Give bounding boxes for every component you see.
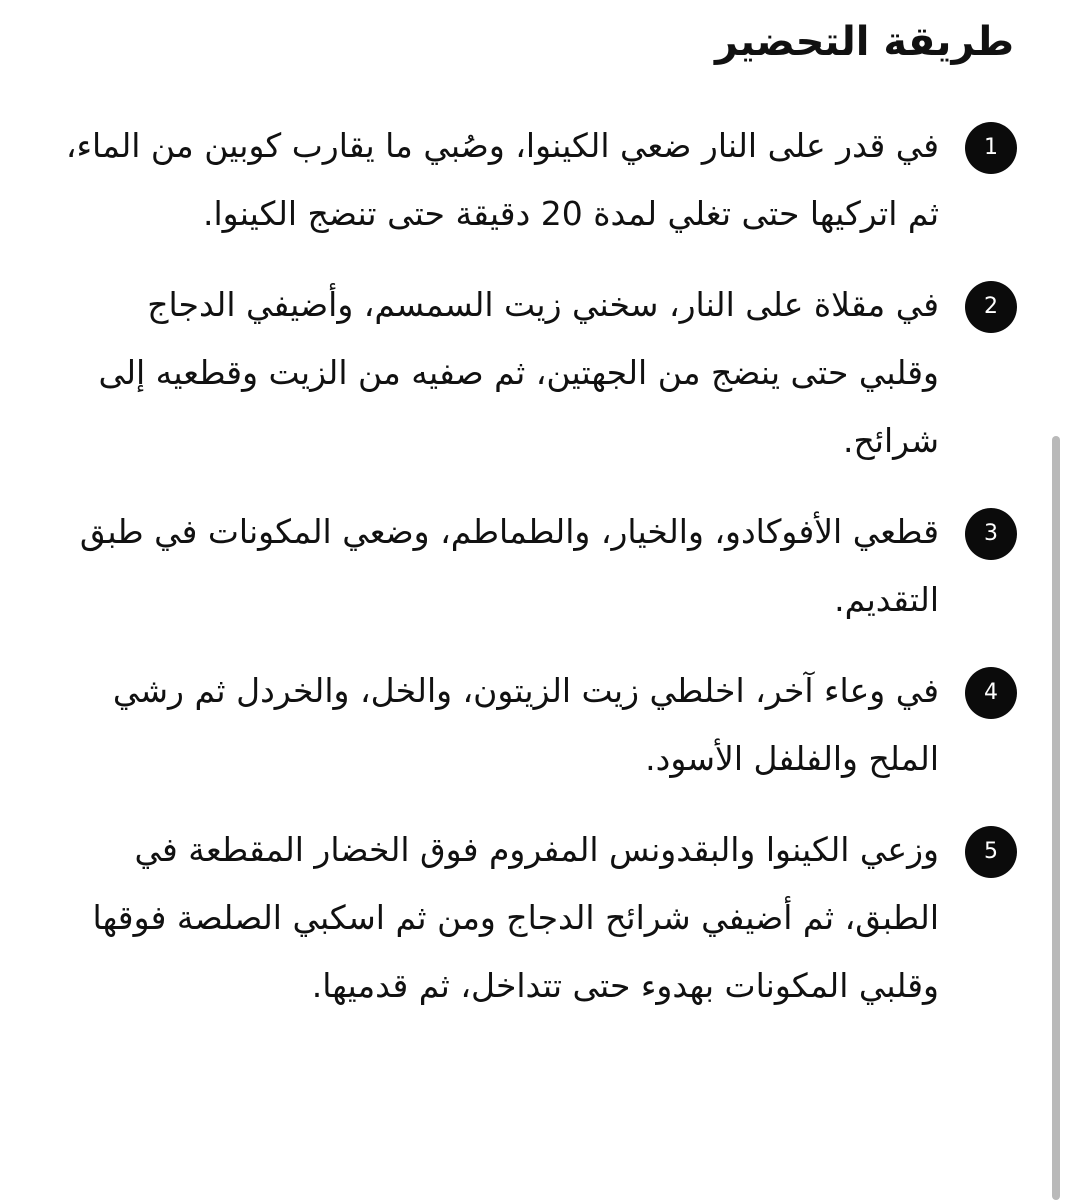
step-number-badge: 5	[965, 826, 1017, 878]
step-item	[57, 816, 1017, 1020]
step-text: قطعي الأفوكادو، والخيار، والطماطم، وضعي المكونات في طبق التقديم.	[79, 512, 939, 619]
steps-list	[57, 112, 1017, 1020]
step-item	[57, 112, 1017, 248]
step-number-badge: 2	[965, 281, 1017, 333]
step-item	[57, 271, 1017, 475]
step-text: في مقلاة على النار، سخني زيت السمسم، وأضيفي الدجاج وقلبي حتى ينضج من الجهتين، ثم صفيه من الزيت وقطعيه إلى شرائح.	[98, 285, 939, 460]
step-number-badge: 4	[965, 667, 1017, 719]
step-number-badge: 3	[965, 508, 1017, 560]
step-number-badge: 1	[965, 122, 1017, 174]
section-title: طريقة التحضير	[714, 19, 1014, 65]
step-text: في وعاء آخر، اخلطي زيت الزيتون، والخل، والخردل ثم رشي الملح والفلفل الأسود.	[112, 671, 939, 778]
scrollbar-thumb[interactable]	[1052, 436, 1060, 1200]
step-text: وزعي الكينوا والبقدونس المفروم فوق الخضار المقطعة في الطبق، ثم أضيفي شرائح الدجاج ومن ثم اسكبي الصلصة فوقها وقلبي المكونات بهدوء حتى تتداخل، ثم قدميها.	[92, 830, 939, 1005]
step-text: في قدر على النار ضعي الكينوا، وصُبي ما يقارب كوبين من الماء، ثم اتركيها حتى تغلي لمدة 20 دقيقة حتى تنضج الكينوا.	[65, 126, 939, 233]
step-item	[57, 657, 1017, 793]
step-item	[57, 498, 1017, 634]
